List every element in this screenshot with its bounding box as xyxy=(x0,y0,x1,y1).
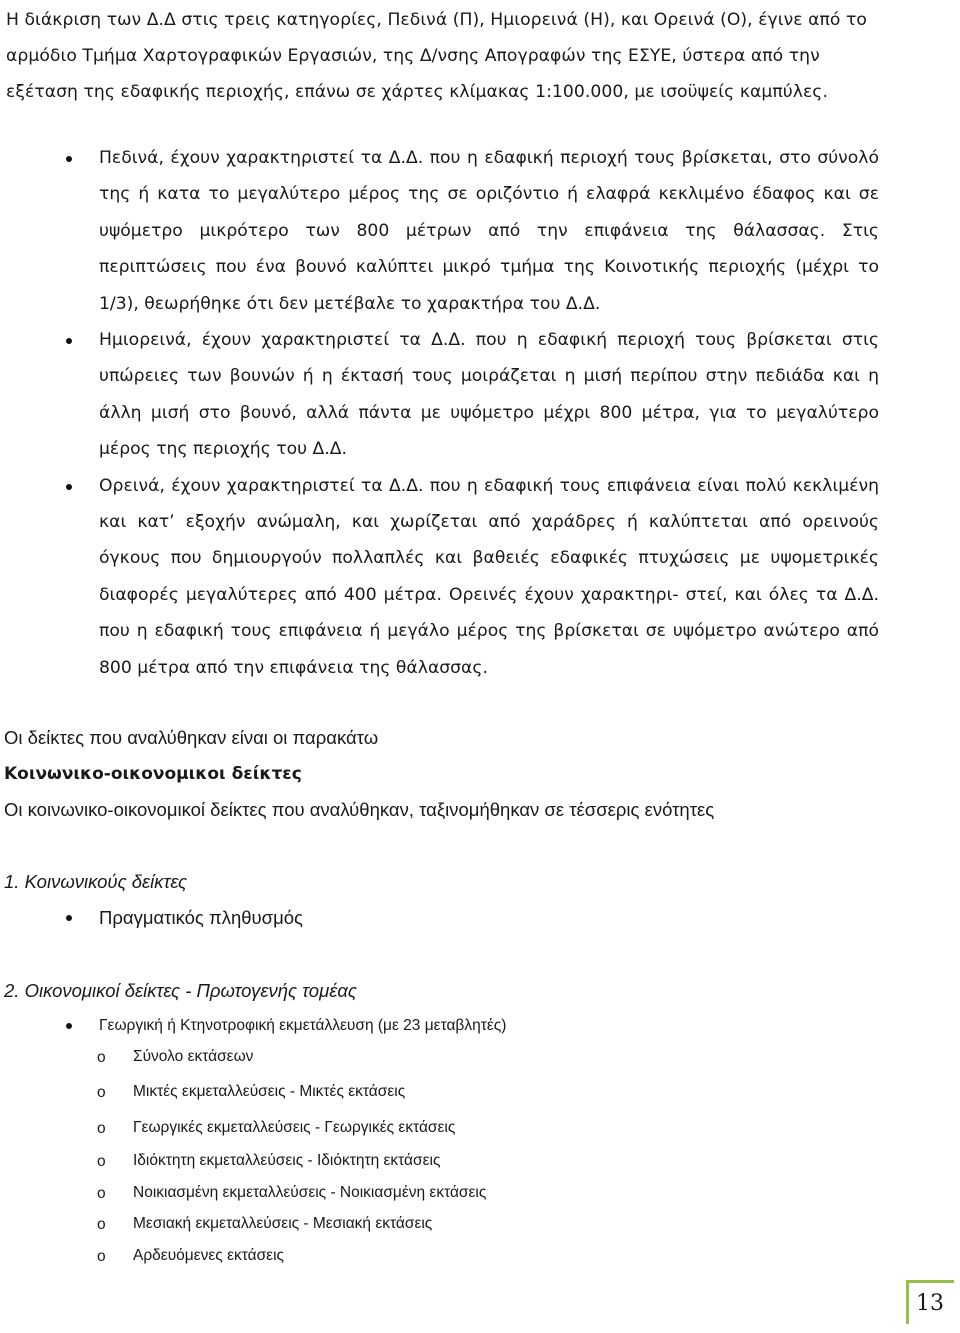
category-text: Ημιορεινά, έχουν χαρακτηριστεί τα Δ.Δ. που η εδαφική περιοχή τους βρίσκεται στις υπώρειες των βουνών ή η έκτασή τους μοιράζεται η μισή περίπου στην πεδιάδα και η άλλη μισή στο βουνό, αλλά πάντα με υψόμετρο μέχρι 800 μέτρα, για το μεγαλύτερο μέρος της περιοχής του Δ.Δ. xyxy=(99,330,879,460)
sub-item-text: Αρδευόμενες εκτάσεις xyxy=(133,1247,284,1264)
sub-item xyxy=(0,1150,440,1172)
sub-item xyxy=(0,1213,432,1235)
circle-bullet-icon: o xyxy=(97,1153,106,1170)
circle-bullet-icon: o xyxy=(97,1248,106,1265)
sub-item-text: Σύνολο εκτάσεων xyxy=(133,1048,254,1065)
circle-bullet-icon: o xyxy=(97,1049,106,1066)
page-number: 13 xyxy=(916,1291,944,1316)
section-1-item-text: Πραγματικός πληθυσμός xyxy=(99,907,303,928)
sub-item-text: Μεσιακή εκμεταλλεύσεις - Μεσιακή εκτάσεις xyxy=(133,1215,433,1232)
sub-item xyxy=(0,1117,455,1139)
sub-item-text: Μικτές εκμεταλλεύσεις - Μικτές εκτάσεις xyxy=(133,1083,406,1100)
category-text: Ορεινά, έχουν χαρακτηριστεί τα Δ.Δ. που η εδαφική τους επιφάνεια είναι πολύ κεκλιμένη και κατ’ εξοχήν ανώμαλη, και χωρίζεται από χαράδρες ή καλύπτεται από ορεινούς όγκους που δημιουργούν πολλαπλές και βαθειές εδαφικές πτυχώσεις με υψομετρικές διαφορές μεγαλύτερες από 400 μέτρα. Ορεινές έχουν χαρακτηρι- στεί, και όλες τα Δ.Δ. που η εδαφική τους επιφάνεια ή μεγάλο μέρος της βρίσκεται σε υψόμετρο ανώτερο από 800 μέτρα από την επιφάνεια της θάλασσας. xyxy=(99,475,879,678)
intro-paragraph: Η διάκριση των Δ.Δ στις τρεις κατηγορίες, Πεδινά (Π), Ημιορεινά (Η), και Ορεινά (Ο), έγινε από το αρμόδιο Τμήμα Χαρτογραφικών Εργασιών, της Δ/νσης Απογραφών της ΕΣΥΕ, ύστερα από την εξέταση της εδαφικής περιοχής, επάνω σε χάρτες κλίμακας 1:100.000, με ισοϋψείς καμπύλες. xyxy=(6,10,867,102)
section-1-item xyxy=(0,906,303,930)
circle-bullet-icon: o xyxy=(97,1216,106,1233)
sub-item-text: Ιδιόκτητη εκμεταλλεύσεις - Ιδιόκτητη εκτάσεις xyxy=(133,1152,441,1169)
section-2-item-text: Γεωργική ή Κτηνοτροφική εκμετάλλευση (με 23 μεταβλητές) xyxy=(99,1017,507,1034)
category-text: Πεδινά, έχουν χαρακτηριστεί τα Δ.Δ. που η εδαφική περιοχή τους βρίσκεται, στο σύνολό της ή κατα το μεγαλύτερο μέρος της σε οριζόντιο ή ελαφρά κεκλιμένο έδαφος και σε υψόμετρο μικρότερο των 800 μέτρων από την επιφάνεια της θάλασσας. Στις περιπτώσεις που ένα βουνό καλύπτει μικρό τμήμα της Κοινοτικής περιοχής (μέχρι το 1/3), θεωρήθηκε ότι δεν μετέβαλε το χαρακτήρα του Δ.Δ. xyxy=(99,148,879,314)
socioeconomic-text: Οι κοινωνικο-οικονομικοί δείκτες που αναλύθηκαν, ταξινομήθηκαν σε τέσσερις ενότητες xyxy=(4,799,715,820)
bullet-icon xyxy=(66,1023,72,1029)
bullet-icon xyxy=(66,915,72,921)
bullet-icon xyxy=(66,338,72,344)
circle-bullet-icon: o xyxy=(97,1120,106,1137)
page-number-frame xyxy=(906,1280,954,1324)
sub-item-text: Γεωργικές εκμεταλλεύσεις - Γεωργικές εκτάσεις xyxy=(133,1119,456,1136)
sub-item xyxy=(0,1182,486,1204)
socioeconomic-heading: Κοινωνικο-οικονομικοι δείκτες xyxy=(4,764,302,784)
section-2-item xyxy=(0,1015,506,1037)
category-item-semi-mountainous xyxy=(0,322,879,468)
circle-bullet-icon: o xyxy=(97,1084,106,1101)
section-2-title: 2. Οικονομικοί δείκτες - Πρωτογενής τομέας xyxy=(4,980,357,1001)
bullet-icon xyxy=(66,156,72,162)
bullet-icon xyxy=(66,484,72,490)
section-1-title: 1. Κοινωνικούς δείκτες xyxy=(4,871,188,892)
sub-item-text: Νοικιασμένη εκμεταλλεύσεις - Νοικιασμένη εκτάσεις xyxy=(133,1184,487,1201)
indicators-intro: Οι δείκτες που αναλύθηκαν είναι οι παρακάτω xyxy=(4,727,379,748)
category-list xyxy=(0,140,960,686)
category-item-mountainous xyxy=(0,468,879,686)
sub-item xyxy=(0,1046,253,1068)
sub-item xyxy=(0,1081,405,1103)
sub-item xyxy=(0,1245,284,1267)
circle-bullet-icon: o xyxy=(97,1185,106,1202)
category-item-plain xyxy=(0,140,879,322)
